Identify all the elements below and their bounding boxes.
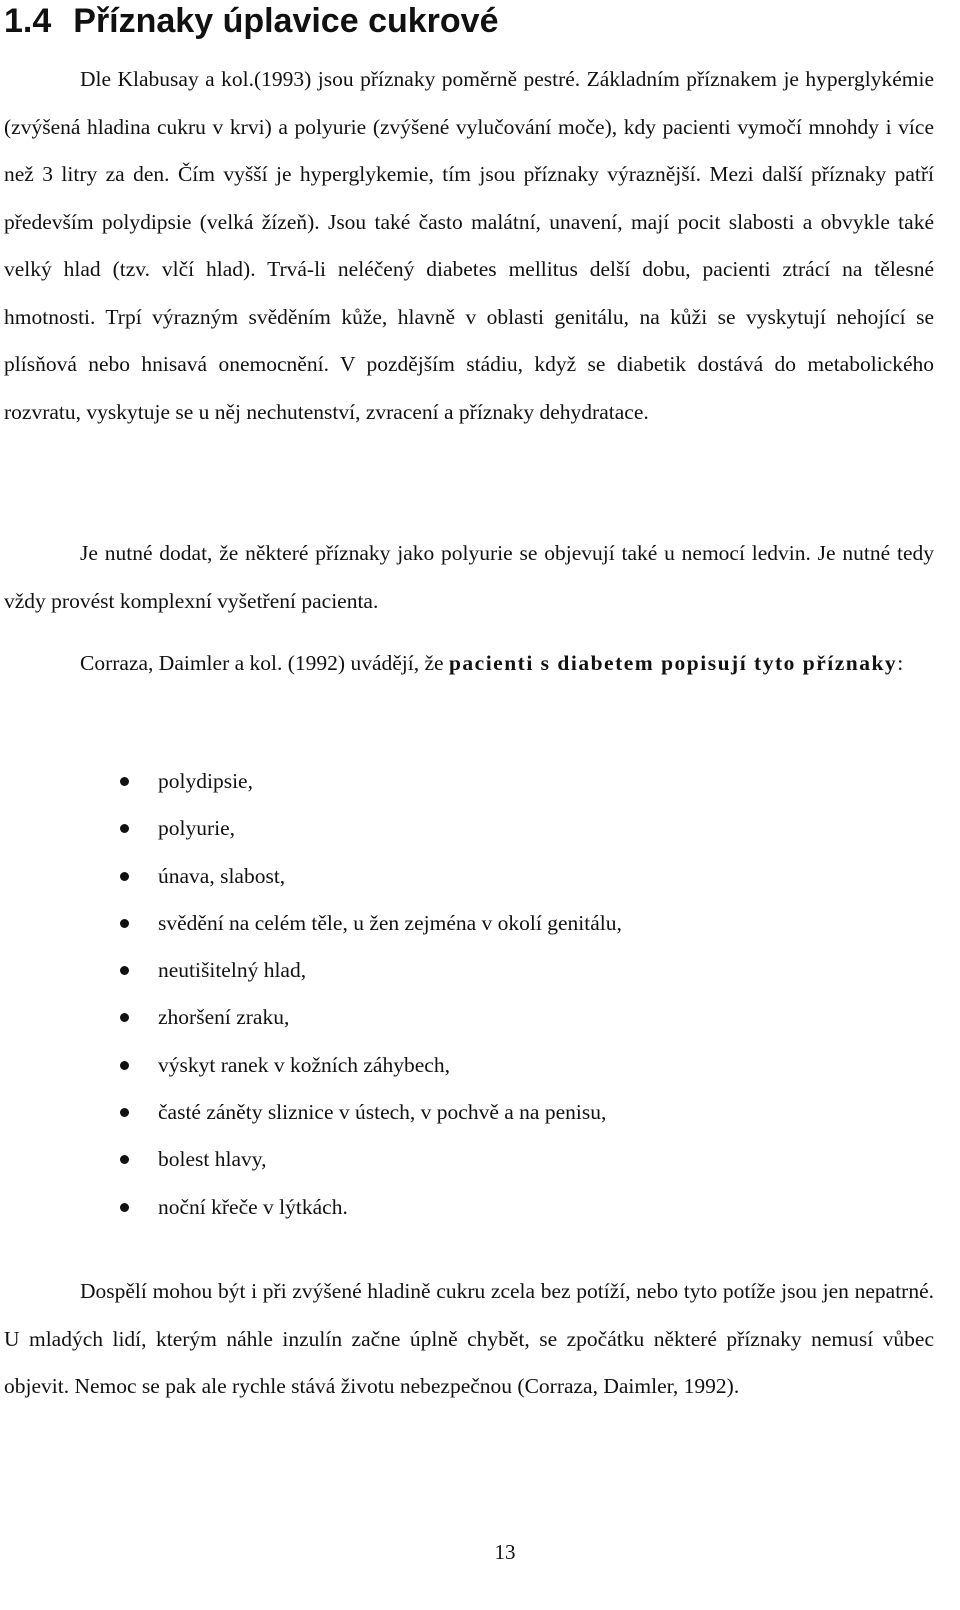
symptom-text: únava, slabost,: [158, 863, 286, 888]
paragraph-symptoms-overview: Dle Klabusay a kol.(1993) jsou příznaky poměrně pestré. Základním příznakem je hyperglykémie (zvýšená hladina cukru v krvi) a polyurie (zvýšené vylučování moče), kdy pacienti vymočí mnohdy i více než 3 litry za den. Čím vyšší je hyperglykemie, tím jsou příznaky výraznější. Mezi další příznaky patří především polydipsie (velká žízeň). Jsou také často malátní, unavení, mají pocit slabosti a obvykle také velký hlad (tzv. vlčí hlad). Trvá-li neléčený diabetes mellitus delší dobu, pacienti ztrácí na tělesné hmotnosti. Trpí výrazným svěděním kůže, hlavně v oblasti genitálu, na kůži se vyskytují nehojící se plísňová nebo hnisavá onemocnění. V pozdějším stádiu, když se diabetik dostává do metabolického rozvratu, vyskytuje se u něj nechutenství, zvracení a příznaky dehydratace.: [4, 67, 934, 424]
paragraph-symptoms-intro: [4, 640, 934, 688]
paragraph-adult-note: Dospělí mohou být i při zvýšené hladině cukru zcela bez potíží, nebo tyto potíže jsou jen nepatrné. U mladých lidí, kterým náhle inzulín začne úplně chybět, se zpočátku některé příznaky nemusí vůbec objevit. Nemoc se pak ale rychle stává životu nebezpečnou (Corraza, Daimler, 1992).: [4, 1279, 934, 1398]
bullet-icon: [120, 824, 129, 833]
symptom-text: zhoršení zraku,: [158, 1005, 290, 1030]
bullet-icon: [120, 966, 129, 975]
list-item: [118, 805, 622, 852]
symptom-text: výskyt ranek v kožních záhybech,: [158, 1052, 450, 1077]
symptom-text: neutišitelný hlad,: [158, 958, 307, 983]
list-item: [118, 994, 622, 1041]
bullet-icon: [120, 777, 129, 786]
bullet-icon: [120, 1203, 129, 1212]
paragraph-kidney-note: Je nutné dodat, že některé příznaky jako polyurie se objevují také u nemocí ledvin. Je nutné tedy vždy provést komplexní vyšetření pacienta.: [4, 541, 934, 613]
intro-text: Corraza, Daimler a kol. (1992) uvádějí, že: [80, 651, 449, 675]
intro-colon: :: [897, 651, 904, 675]
section-number: 1.4: [4, 2, 52, 40]
list-item: [118, 1184, 622, 1231]
bullet-icon: [120, 1108, 129, 1117]
list-item: [118, 1042, 622, 1089]
emphasized-text: pacienti s diabetem popisují tyto příznaky: [448, 651, 898, 675]
bullet-icon: [120, 919, 129, 928]
bullet-icon: [120, 1013, 129, 1022]
list-item: [118, 1089, 622, 1136]
symptom-list: [118, 758, 622, 1231]
bullet-icon: [120, 872, 129, 881]
symptom-text: časté záněty sliznice v ústech, v pochvě a na penisu,: [158, 1100, 607, 1125]
symptom-text: noční křeče v lýtkách.: [158, 1194, 348, 1219]
list-item: [118, 758, 622, 805]
symptom-text: polyurie,: [158, 816, 236, 841]
bullet-icon: [120, 1155, 129, 1164]
section-title: Příznaky úplavice cukrové: [73, 2, 499, 40]
list-item: [118, 900, 622, 947]
symptom-text: polydipsie,: [158, 769, 253, 793]
list-item: [118, 853, 622, 900]
section-heading: [4, 0, 498, 42]
list-item: [118, 947, 622, 994]
page-number: 13: [494, 1540, 516, 1564]
list-item: [118, 1136, 622, 1183]
symptom-text: bolest hlavy,: [158, 1147, 267, 1172]
bullet-icon: [120, 1061, 129, 1070]
symptom-text: svědění na celém těle, u žen zejména v okolí genitálu,: [158, 910, 622, 935]
